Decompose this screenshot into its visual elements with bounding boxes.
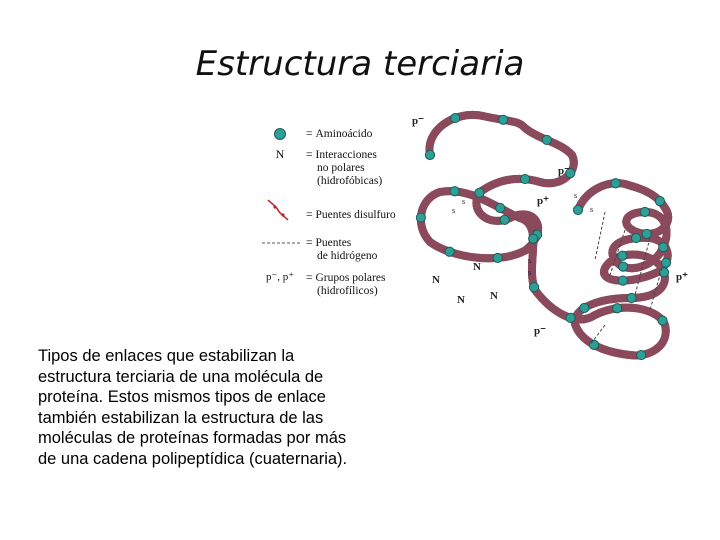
amino-acid-bead <box>640 207 649 216</box>
amino-acid-bead <box>642 229 651 238</box>
amino-acid-bead <box>618 276 627 285</box>
amino-acid-bead <box>627 293 636 302</box>
sulfur-label: s <box>528 268 532 277</box>
amino-acid-bead <box>493 253 502 262</box>
legend <box>258 118 418 318</box>
amino-acid-beads <box>416 113 670 359</box>
sulfur-label: s <box>528 256 532 265</box>
nonpolar-symbol: N <box>275 147 285 161</box>
polar-label: p⁻ <box>534 325 546 337</box>
sulfur-label: s <box>462 197 466 206</box>
amino-acid-bead <box>475 188 484 197</box>
amino-acid-bead <box>655 197 664 206</box>
amino-acid-bead <box>450 187 459 196</box>
amino-acid-bead <box>618 251 627 260</box>
legend-item-polar: = Grupos polares (hidrofílicos) <box>306 272 386 297</box>
amino-acid-bead <box>659 268 668 277</box>
amino-acid-bead <box>580 303 589 312</box>
nonpolar-label: N <box>473 261 481 273</box>
amino-acid-bead <box>445 247 454 256</box>
amino-acid-bead <box>659 243 668 252</box>
caption-text: Tipos de enlaces que estabilizan la estructura terciaria de una molécula de proteína. Estos mismos tipos de enlace también estabilizan la estructura de las moléculas de proteínas formadas por más de una cadena polipeptídica (cuaternaria). <box>38 347 348 468</box>
amino-acid-icon <box>275 129 286 140</box>
legend-item-disulfide: = Puentes disulfuro <box>306 209 396 221</box>
amino-acid-bead <box>658 316 667 325</box>
hydrogen-bond <box>595 212 605 260</box>
polar-label: p⁻ <box>558 165 570 177</box>
nonpolar-label: N <box>490 290 498 302</box>
sulfur-label: s <box>574 191 578 200</box>
legend-item-hydrogen: = Puentes de hidrógeno <box>306 237 378 262</box>
polar-label: p⁺ <box>537 195 549 207</box>
polar-label: p⁺ <box>676 271 688 283</box>
amino-acid-bead <box>529 234 538 243</box>
amino-acid-bead <box>529 283 538 292</box>
legend-item-amino: = Aminoácido <box>306 128 373 140</box>
amino-acid-bead <box>416 213 425 222</box>
amino-acid-bead <box>499 115 508 124</box>
amino-acid-bead <box>451 113 460 122</box>
sulfur-label: s <box>590 205 594 214</box>
amino-acid-bead <box>661 258 670 267</box>
polar-label: p⁻ <box>412 115 424 127</box>
amino-acid-bead <box>500 215 509 224</box>
nonpolar-label: N <box>457 294 465 306</box>
legend-item-nonpolar: = Interacciones no polares (hidrofóbicas) <box>306 149 383 187</box>
amino-acid-bead <box>573 205 582 214</box>
sulfur-label: s <box>452 206 456 215</box>
protein-structure-diagram <box>400 100 700 380</box>
amino-acid-bead <box>619 262 628 271</box>
amino-acid-bead <box>425 150 434 159</box>
slide-title: Estructura terciaria <box>195 44 525 84</box>
amino-acid-bead <box>520 174 529 183</box>
amino-acid-bead <box>611 179 620 188</box>
polar-symbol: p⁻, p⁺ <box>265 271 295 283</box>
amino-acid-bead <box>566 313 575 322</box>
disulfide-bridge-icon <box>268 200 288 220</box>
amino-acid-bead <box>631 233 640 242</box>
amino-acid-bead <box>496 203 505 212</box>
amino-acid-bead <box>589 340 598 349</box>
amino-acid-bead <box>613 304 622 313</box>
amino-acid-bead <box>542 135 551 144</box>
nonpolar-label: N <box>432 274 440 286</box>
amino-acid-bead <box>637 350 646 359</box>
